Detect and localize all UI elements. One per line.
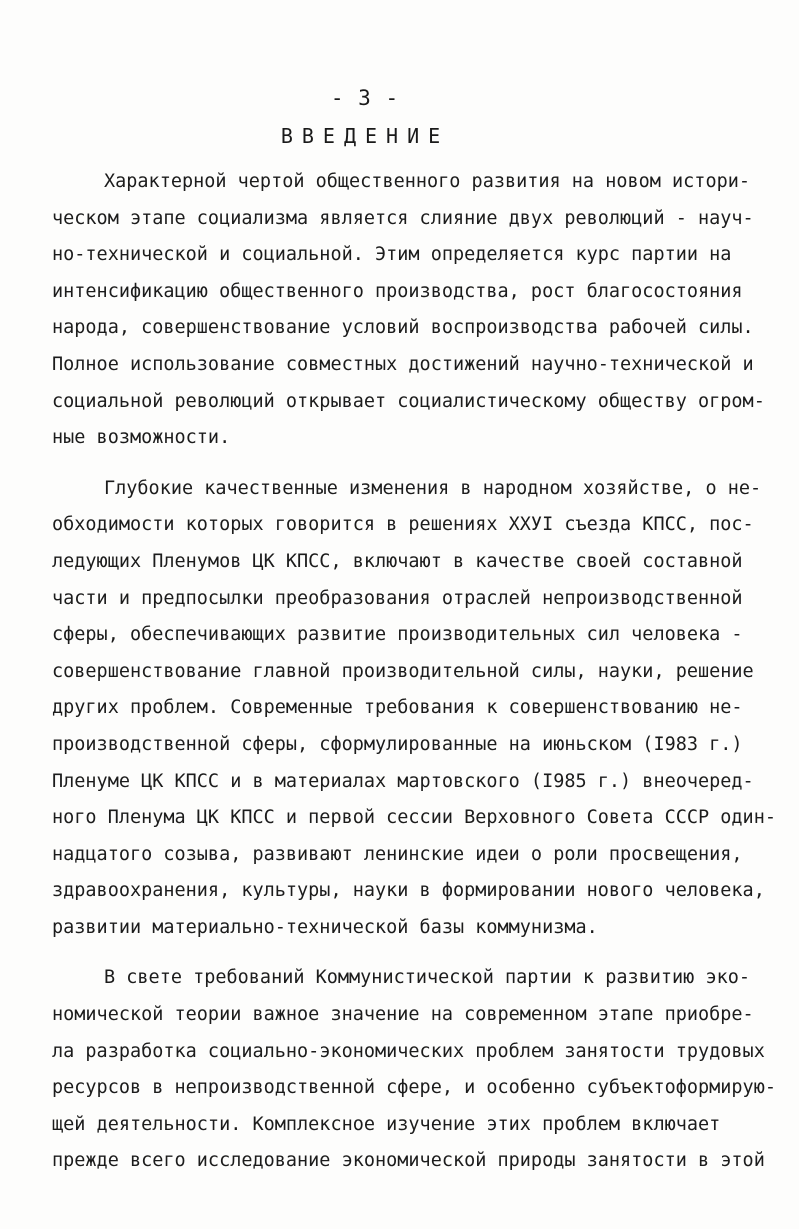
text-line: Полное использование совместных достижений научно-технической и <box>52 353 754 375</box>
text-line: здравоохранения, культуры, науки в формировании нового человека, <box>52 880 765 902</box>
text-line: обходимости которых говорится в решениях XXУI съезда КПСС, пос- <box>52 514 754 536</box>
text-line: народа, совершенствование условий воспроизводства рабочей силы. <box>52 317 754 339</box>
text-line: прежде всего исследование экономической природы занятости в этой <box>52 1150 765 1172</box>
text-line: других проблем. Современные требования к совершенствованию не- <box>52 697 743 719</box>
text-line: ресурсов в непроизводственной сфере, и особенно субъектоформирую- <box>52 1077 776 1099</box>
text-line: щей деятельности. Комплексное изучение этих проблем включает <box>52 1113 721 1135</box>
text-line: В свете требований Коммунистической партии к развитию эко- <box>104 967 751 989</box>
text-line: ного Пленума ЦК КПСС и первой сессии Верховного Совета СССР один- <box>52 807 776 829</box>
page-heading: ВВЕДЕНИЕ <box>280 124 450 148</box>
page-number: - 3 - <box>330 86 400 110</box>
body-text <box>52 164 776 1194</box>
text-line: ные возможности. <box>52 427 231 449</box>
text-line: производственной сферы, сформулированные на июньском (I983 г.) <box>52 733 743 755</box>
text-line: ческом этапе социализма является слияние двух революций - науч- <box>52 207 754 229</box>
text-line: но-технической и социальной. Этим определяется курс партии на <box>52 244 732 266</box>
text-line: Характерной чертой общественного развития на новом истори- <box>104 171 751 192</box>
text-line: развитии материально-технической базы коммунизма. <box>52 916 598 938</box>
text-line: ледующих Пленумов ЦК КПСС, включают в качестве своей составной <box>52 550 743 572</box>
text-line: номической теории важное значение на современном этапе приобре- <box>52 1004 754 1026</box>
text-line: части и предпосылки преобразования отраслей непроизводственной <box>52 587 743 609</box>
paragraph-3 <box>52 960 776 1180</box>
paragraph-1 <box>52 164 772 457</box>
text-line: ла разработка социально-экономических проблем занятости трудовых <box>52 1040 765 1062</box>
text-line: сферы, обеспечивающих развитие производительных сил человека - <box>52 624 743 646</box>
text-line: совершенствование главной производительной силы, науки, решение <box>52 660 754 682</box>
text-line: социальной революций открывает социалистическому обществу огром- <box>52 390 765 412</box>
text-line: Пленуме ЦК КПСС и в материалах мартовского (I985 г.) внеочеред- <box>52 770 754 792</box>
paragraph-2 <box>52 471 776 947</box>
text-line: надцатого созыва, развивают ленинские идеи о роли просвещения, <box>52 843 743 865</box>
text-line: Глубокие качественные изменения в народном хозяйстве, о не- <box>104 477 762 499</box>
text-line: интенсификацию общественного производства, рост благосостояния <box>52 280 743 302</box>
